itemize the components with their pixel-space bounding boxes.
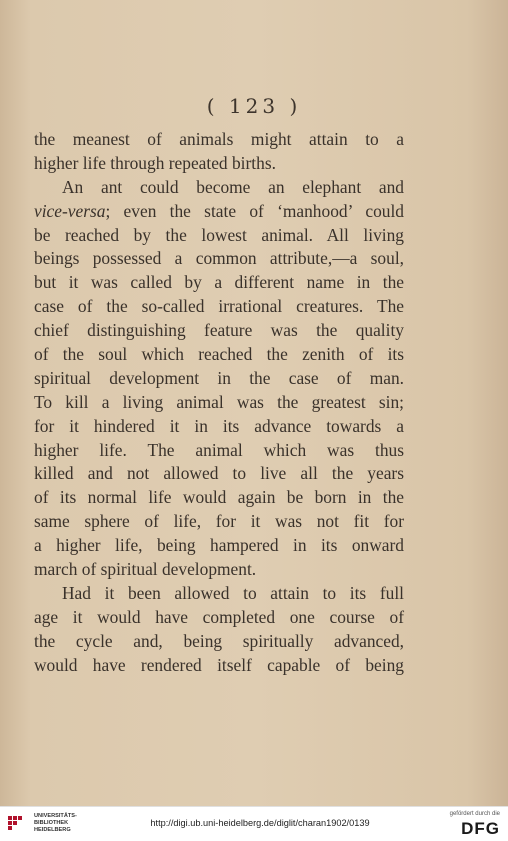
footer-bar <box>0 806 508 841</box>
library-name-line: BIBLIOTHEK <box>34 820 69 826</box>
text-line: case of the so-called irrational creatures. The <box>34 296 404 317</box>
text-line: for it hindered it in its advance towards a <box>34 415 404 436</box>
text-line: To kill a living animal was the greatest sin; <box>34 391 404 412</box>
text-line: higher life. The animal which was thus <box>34 439 404 460</box>
text-line: An ant could become an elephant and <box>62 176 404 197</box>
text-line: chief distinguishing feature was the quality <box>34 320 404 341</box>
text-line: the meanest of animals might attain to a <box>34 129 404 149</box>
text-line: of the soul which reached the zenith of its <box>34 344 404 365</box>
text-line: but it was called by a different name in the <box>34 272 404 293</box>
library-name <box>34 813 77 834</box>
text-line: Had it been allowed to attain to its full <box>62 582 404 603</box>
text-line: would have rendered itself capable of being <box>34 654 404 675</box>
text-line: higher life through repeated births. <box>34 152 276 173</box>
text-line: beings possessed a common attribute,—a soul, <box>34 248 404 269</box>
text-line: spiritual development in the case of man. <box>34 367 404 388</box>
text-line: killed and not allowed to live all the years <box>34 463 404 484</box>
library-name-line: HEIDELBERG <box>34 827 71 833</box>
dfg-logo-icon: DFG <box>461 819 500 838</box>
text-line: be reached by the lowest animal. All living <box>34 224 404 245</box>
text-line: a higher life, being hampered in its onward <box>34 535 404 556</box>
body-text <box>34 128 404 677</box>
text-line: same sphere of life, for it was not fit for <box>34 511 404 532</box>
text-line: march of spiritual development. <box>34 559 257 580</box>
funding-caption: gefördert durch die <box>449 811 500 817</box>
text-line: age it would have completed one course of <box>34 606 404 627</box>
text-line: the cycle and, being spiritually advanced, <box>34 630 404 651</box>
text-line: of its normal life would again be born in the <box>34 487 404 508</box>
library-name-line: UNIVERSITÄTS- <box>34 813 77 819</box>
permalink-url[interactable]: http://digi.ub.uni-heidelberg.de/diglit/charan1902/0139 <box>150 818 370 828</box>
text-line: vice-versa; even the state of ‘manhood’ could <box>34 200 404 221</box>
page-number: ( 123 ) <box>206 94 302 118</box>
university-library-logo-icon <box>8 816 30 832</box>
